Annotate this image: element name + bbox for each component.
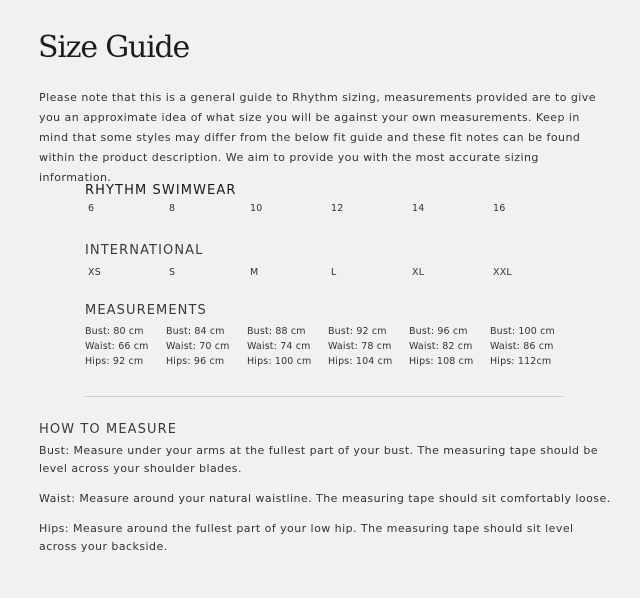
size-cell: 8	[169, 203, 176, 214]
waist-value: Waist: 82 cm	[409, 341, 473, 352]
hips-value: Hips: 112cm	[490, 356, 552, 367]
international-heading: INTERNATIONAL	[85, 243, 204, 258]
measurements-heading: MEASUREMENTS	[85, 303, 207, 318]
rhythm-sizes-section	[85, 183, 565, 217]
measurements-section	[85, 303, 565, 369]
measurement-column	[247, 324, 328, 369]
hips-value: Hips: 104 cm	[328, 356, 393, 367]
size-cell: XL	[412, 267, 425, 278]
bust-value: Bust: 92 cm	[328, 326, 387, 337]
rhythm-size-row	[85, 201, 565, 217]
hips-value: Hips: 96 cm	[166, 356, 225, 367]
waist-value: Waist: 86 cm	[490, 341, 554, 352]
waist-value: Waist: 70 cm	[166, 341, 230, 352]
international-size-row	[85, 265, 565, 281]
intro-paragraph: Please note that this is a general guide to Rhythm sizing, measurements provided are to give you an approximate idea of what size you will be against your own measurements. Keep in mind that some styles may differ from the below fit guide and these fit notes can be found within the product description. We aim to provide you with the most accurate sizing information.	[39, 91, 596, 184]
hips-value: Hips: 92 cm	[85, 356, 144, 367]
size-cell: L	[331, 267, 337, 278]
rhythm-heading: RHYTHM SWIMWEAR	[85, 183, 237, 198]
how-to-measure-section	[39, 422, 614, 568]
waist-value: Waist: 74 cm	[247, 341, 311, 352]
international-sizes-section	[85, 243, 565, 281]
size-cell: 10	[250, 203, 263, 214]
section-divider	[85, 396, 563, 397]
measurement-column	[166, 324, 247, 369]
measurement-column	[85, 324, 166, 369]
size-cell: XXL	[493, 267, 512, 278]
waist-value: Waist: 66 cm	[85, 341, 149, 352]
size-cell: XS	[88, 267, 101, 278]
hips-instructions: Hips: Measure around the fullest part of your low hip. The measuring tape should sit level across your backside.	[39, 522, 574, 553]
waist-instructions: Waist: Measure around your natural waistline. The measuring tape should sit comfortably loose.	[39, 492, 611, 505]
measurement-column	[490, 324, 571, 369]
bust-instructions: Bust: Measure under your arms at the fullest part of your bust. The measuring tape should be level across your shoulder blades.	[39, 444, 599, 475]
size-cell: 6	[88, 203, 95, 214]
size-cell: M	[250, 267, 259, 278]
hips-value: Hips: 108 cm	[409, 356, 474, 367]
bust-value: Bust: 100 cm	[490, 326, 555, 337]
bust-value: Bust: 84 cm	[166, 326, 225, 337]
bust-value: Bust: 96 cm	[409, 326, 468, 337]
bust-value: Bust: 80 cm	[85, 326, 144, 337]
waist-value: Waist: 78 cm	[328, 341, 392, 352]
how-to-measure-heading: HOW TO MEASURE	[39, 422, 178, 437]
size-cell: 16	[493, 203, 506, 214]
measurement-column	[328, 324, 409, 369]
size-cell: 12	[331, 203, 344, 214]
page-title: Size Guide	[38, 30, 190, 65]
size-cell: 14	[412, 203, 425, 214]
measurements-row	[85, 324, 565, 369]
size-cell: S	[169, 267, 176, 278]
measurement-column	[409, 324, 490, 369]
hips-value: Hips: 100 cm	[247, 356, 312, 367]
bust-value: Bust: 88 cm	[247, 326, 306, 337]
